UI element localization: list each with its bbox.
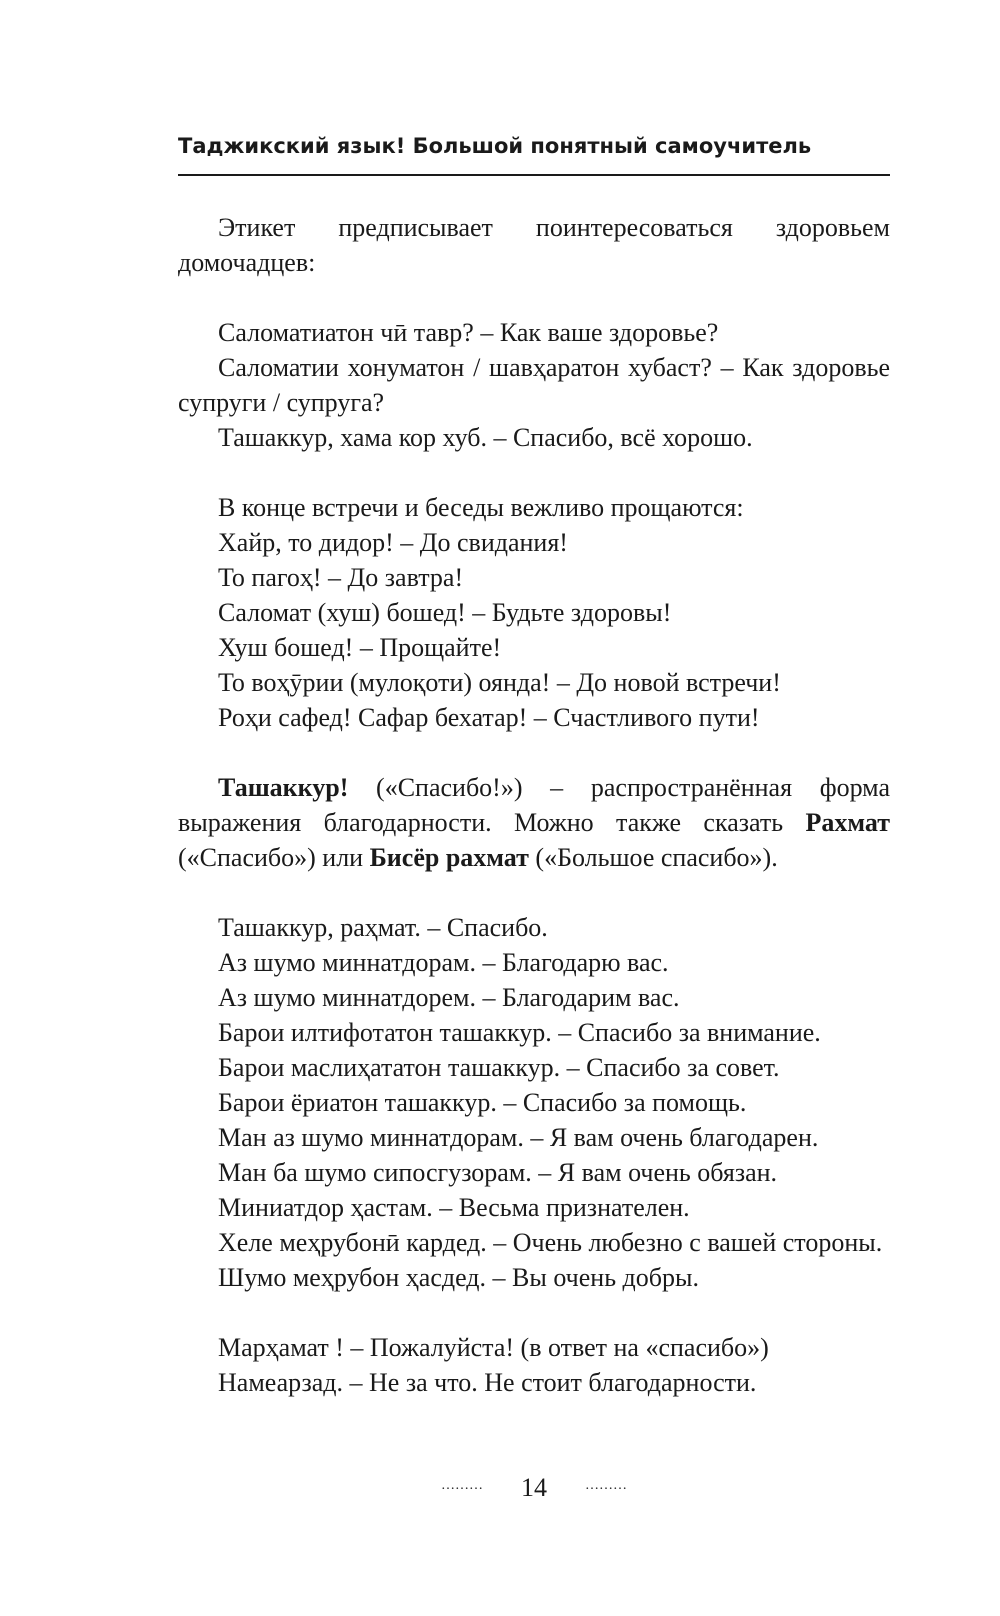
- term-rakhmat: Рахмат: [805, 808, 890, 837]
- running-head: Таджикский язык! Большой понятный самоучитель: [178, 134, 812, 158]
- phrase-line: Миниатдор ҳастам. – Весьма признателен.: [218, 1193, 690, 1222]
- phrase-line: То воҳӯрии (мулоқоти) оянда! – До новой встречи!: [218, 668, 781, 697]
- phrase-line: Саломатиатон чӣ тавр? – Как ваше здоровье?: [218, 318, 719, 347]
- term-bisyor-rakhmat: Бисёр рахмат: [369, 843, 529, 872]
- thanks-paragraph: Ташаккур! («Спасибо!») – распространённая форма выражения благодарности. Можно также сказать Рахмат («Спасибо») или Бисёр рахмат («Большое спасибо»).: [178, 773, 890, 872]
- phrase-line: Ман аз шумо миннатдорам. – Я вам очень благодарен.: [218, 1123, 819, 1152]
- footer-dots-right: ………: [585, 1478, 627, 1494]
- term-tashakkur: Ташаккур!: [218, 773, 349, 802]
- phrase-line: Саломатии хонуматон / шавҳаратон хубаст? – Как здоровье супруги / супруга?: [178, 353, 890, 417]
- footer-dots-left: ………: [441, 1478, 483, 1494]
- page-number: 14: [521, 1473, 547, 1502]
- page-footer: [178, 1473, 890, 1503]
- phrase-line: Намеарзад. – Не за что. Не стоит благодарности.: [218, 1368, 757, 1397]
- phrase-line: Барои илтифотатон ташаккур. – Спасибо за внимание.: [218, 1018, 821, 1047]
- phrase-line: Ман ба шумо сипосгузорам. – Я вам очень обязан.: [218, 1158, 778, 1187]
- phrase-line: Хеле меҳрубонӣ кардед. – Очень любезно с вашей стороны.: [218, 1228, 883, 1257]
- intro-paragraph: Этикет предписывает поинтересоваться здоровьем домочадцев:: [178, 213, 890, 277]
- phrase-line: Саломат (хуш) бошед! – Будьте здоровы!: [218, 598, 672, 627]
- phrase-line: Ташаккур, раҳмат. – Спасибо.: [218, 913, 548, 942]
- phrase-line: Марҳамат ! – Пожалуйста! (в ответ на «спасибо»): [218, 1333, 769, 1362]
- farewell-intro: В конце встречи и беседы вежливо прощаются:: [218, 493, 744, 522]
- phrase-line: Аз шумо миннатдорам. – Благодарю вас.: [218, 948, 669, 977]
- phrase-line: То пагоҳ! – До завтра!: [218, 563, 464, 592]
- phrase-line: Барои маслиҳататон ташаккур. – Спасибо за совет.: [218, 1053, 780, 1082]
- phrase-line: Барои ёриатон ташаккур. – Спасибо за помощь.: [218, 1088, 747, 1117]
- phrase-line: Хайр, то дидор! – До свидания!: [218, 528, 568, 557]
- header-rule: [178, 174, 890, 176]
- phrase-line: Аз шумо миннатдорем. – Благодарим вас.: [218, 983, 680, 1012]
- phrase-line: Ташаккур, хама кор хуб. – Спасибо, всё хорошо.: [218, 423, 753, 452]
- phrase-line: Роҳи сафед! Сафар бехатар! – Счастливого пути!: [218, 703, 760, 732]
- book-page: [178, 0, 890, 1616]
- page-body: [178, 210, 890, 1400]
- phrase-line: Шумо меҳрубон ҳасдед. – Вы очень добры.: [218, 1263, 699, 1292]
- phrase-line: Хуш бошед! – Прощайте!: [218, 633, 502, 662]
